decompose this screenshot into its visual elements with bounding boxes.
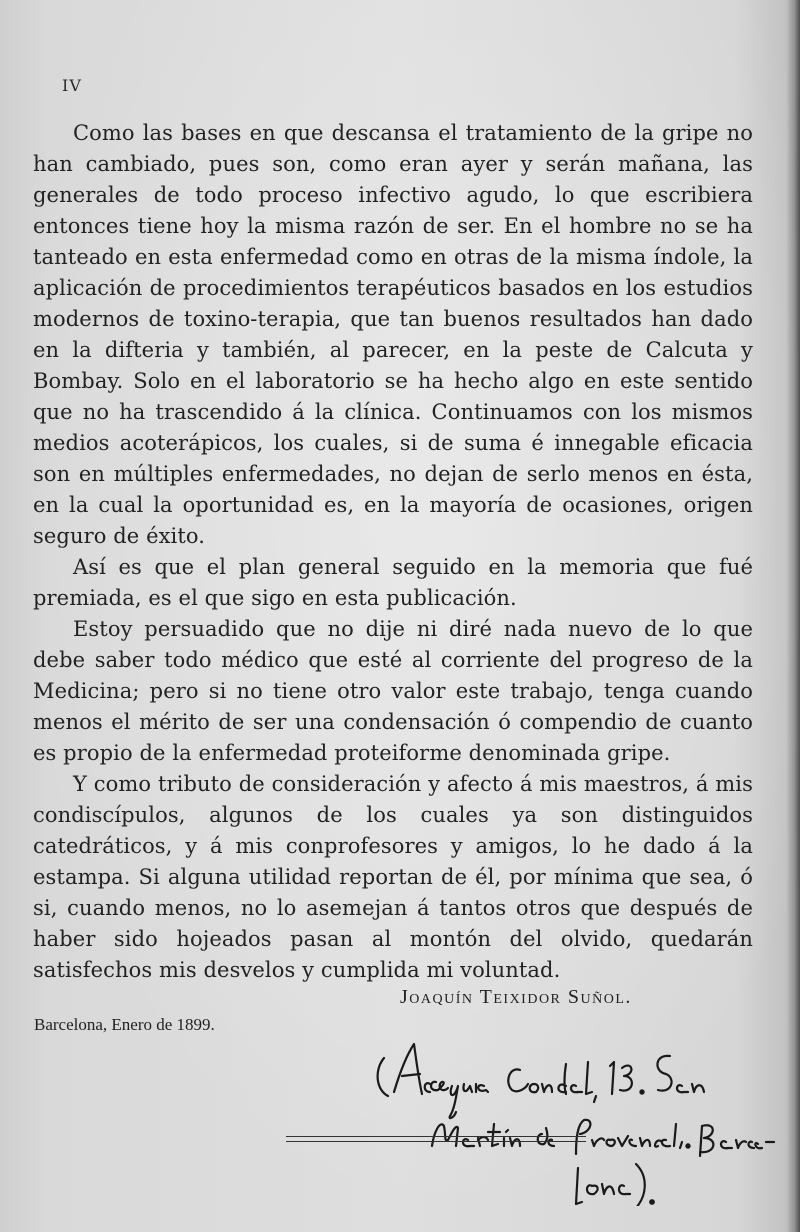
binding-edge-shadow xyxy=(786,0,800,1232)
author-signature: Joaquín Teixidor Suñol. xyxy=(400,986,632,1008)
paragraph-3: Estoy persuadido que no dije ni diré nada nuevo de lo que debe saber todo médico que esté al corriente del progreso de la Medicina; pero si no tiene otro valor este trabajo, tenga cuando menos el mérito de ser una condensación ó compendio de cuanto es propio de la enfermedad proteiforme denominada gripe. xyxy=(33,617,753,765)
page-number: IV xyxy=(62,76,82,95)
place-date: Barcelona, Enero de 1899. xyxy=(34,1015,215,1034)
paragraph-1: Como las bases en que descansa el tratamiento de la gripe no han cambiado, pues son, como eran ayer y serán mañana, las generales de todo proceso infectivo agudo, lo que escribiera entonces tiene hoy la misma razón de ser. En el hombre no se ha tanteado en esta enfermedad como en otras de la misma índole, la aplicación de procedimientos terapéuticos basados en los estudios modernos de toxino-terapia, que tan buenos resultados han dado en la difteria y también, al parecer, en la peste de Calcuta y Bombay. Solo en el laboratorio se ha hecho algo en este sentido que no ha trascendido á la clínica. Continuamos con los mismos medios acoterápicos, los cuales, si de suma é innegable eficacia son en múltiples enfermedades, no dejan de serlo menos en ésta, en la cual la oportunidad es, en la mayoría de ocasiones, origen seguro de éxito. xyxy=(33,121,753,548)
rule-line-bottom xyxy=(286,1141,586,1142)
rule-line-top xyxy=(286,1136,586,1137)
preface-body xyxy=(33,118,753,986)
handwritten-address-note xyxy=(370,1036,780,1206)
paragraph-4: Y como tributo de consideración y afecto á mis maestros, á mis condiscípulos, algunos de los cuales ya son distinguidos catedráticos, y á mis conprofesores y amigos, lo he dado á la estampa. Si alguna utilidad reportan de él, por mínima que sea, ó si, cuando menos, no lo asemejan á tantos otros que después de haber sido hojeados pasan al montón del olvido, quedarán satisfechos mis desvelos y cumplida mi voluntad. xyxy=(33,772,753,982)
paragraph-2: Así es que el plan general seguido en la memoria que fué premiada, es el que sigo en esta publicación. xyxy=(33,555,753,610)
